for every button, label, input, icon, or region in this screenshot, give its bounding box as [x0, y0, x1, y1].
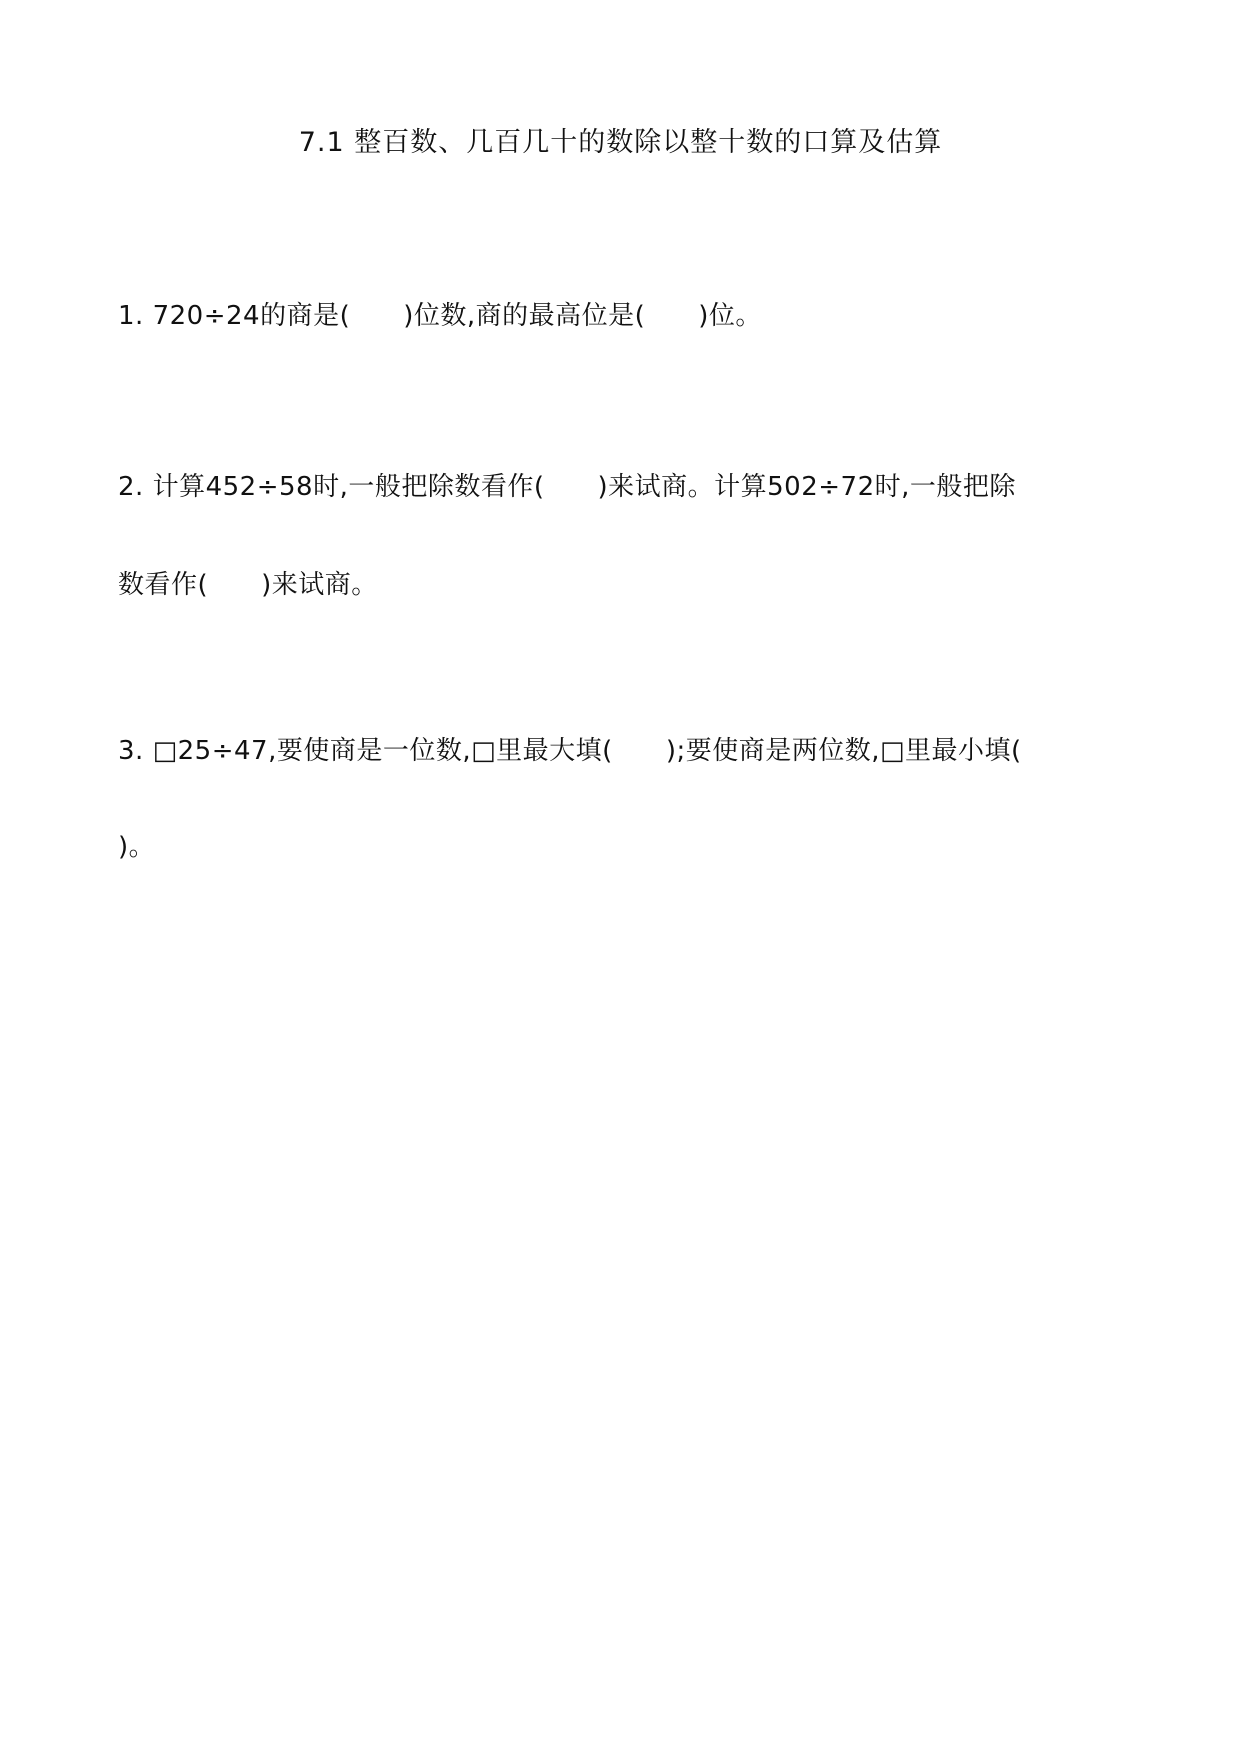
question-3-line-1: 3. □25÷47,要使商是一位数,□里最大填( );要使商是两位数,□里最小填( [118, 736, 1022, 766]
question-3-line-2: )。 [118, 832, 156, 862]
question-2-line-1: 2. 计算452÷58时,一般把除数看作( )来试商。计算502÷72时,一般把除 [118, 472, 1016, 502]
question-1-line-1: 1. 720÷24的商是( )位数,商的最高位是( )位。 [118, 301, 762, 331]
page-title: 7.1 整百数、几百几十的数除以整十数的口算及估算 [298, 127, 943, 158]
question-2-line-2: 数看作( )来试商。 [118, 570, 378, 600]
